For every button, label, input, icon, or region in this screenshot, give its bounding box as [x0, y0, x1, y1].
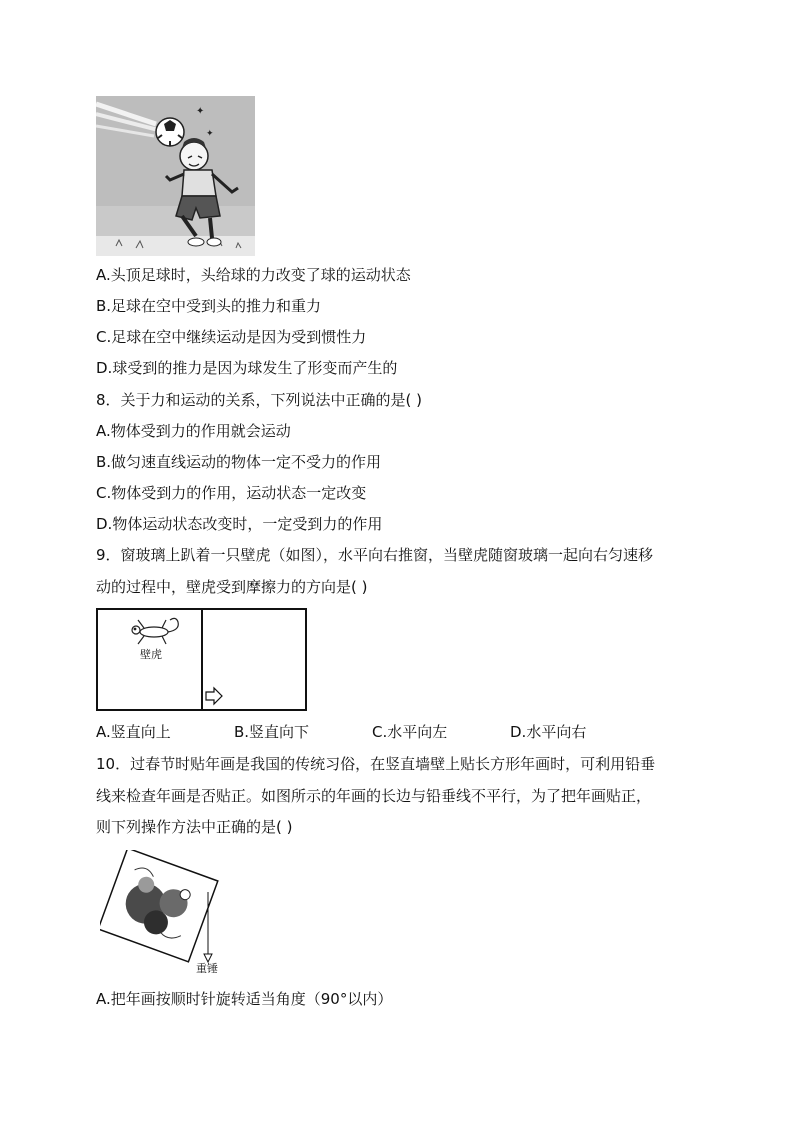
- q9-option-a: A.竖直向上: [96, 723, 171, 741]
- window-gecko-figure: [96, 608, 308, 712]
- q9-stem-line1: 9．窗玻璃上趴着一只壁虎（如图），水平向右推窗，当壁虎随窗玻璃一起向右匀速移: [96, 546, 654, 564]
- q10-stem-line3: 则下列操作方法中正确的是( ): [96, 818, 293, 836]
- q10-stem-line1: 10．过春节时贴年画是我国的传统习俗，在竖直墙壁上贴长方形年画时，可利用铅垂: [96, 755, 656, 773]
- q10-option-a: A.把年画按顺时针旋转适当角度（90°以内）: [96, 990, 393, 1008]
- plumb-weight-label: 重锤: [196, 962, 218, 975]
- q10-stem-line2: 线来检查年画是否贴正。如图所示的年画的长边与铅垂线不平行，为了把年画贴正，: [96, 787, 652, 805]
- new-year-painting-figure: [100, 850, 220, 980]
- q8-option-d: D.物体运动状态改变时，一定受到力的作用: [96, 515, 383, 533]
- q7-option-b: B.足球在空中受到头的推力和重力: [96, 297, 322, 315]
- q9-option-d: D.水平向右: [510, 723, 587, 741]
- q7-option-a: A.头顶足球时，头给球的力改变了球的运动状态: [96, 266, 411, 284]
- q8-stem: 8．关于力和运动的关系，下列说法中正确的是( ): [96, 391, 423, 409]
- q8-option-b: B.做匀速直线运动的物体一定不受力的作用: [96, 453, 382, 471]
- q8-option-c: C.物体受到力的作用，运动状态一定改变: [96, 484, 367, 502]
- svg-text:✦: ✦: [196, 106, 205, 117]
- q9-option-b: B.竖直向下: [234, 723, 310, 741]
- q7-option-d: D.球受到的推力是因为球发生了形变而产生的: [96, 359, 398, 377]
- q9-option-c: C.水平向左: [372, 723, 448, 741]
- svg-text:✦: ✦: [206, 129, 214, 139]
- q7-option-c: C.足球在空中继续运动是因为受到惯性力: [96, 328, 367, 346]
- gecko-label: 壁虎: [140, 648, 162, 661]
- soccer-header-figure: [96, 96, 255, 256]
- q8-option-a: A.物体受到力的作用就会运动: [96, 422, 291, 440]
- q9-stem-line2: 动的过程中，壁虎受到摩擦力的方向是( ): [96, 578, 368, 596]
